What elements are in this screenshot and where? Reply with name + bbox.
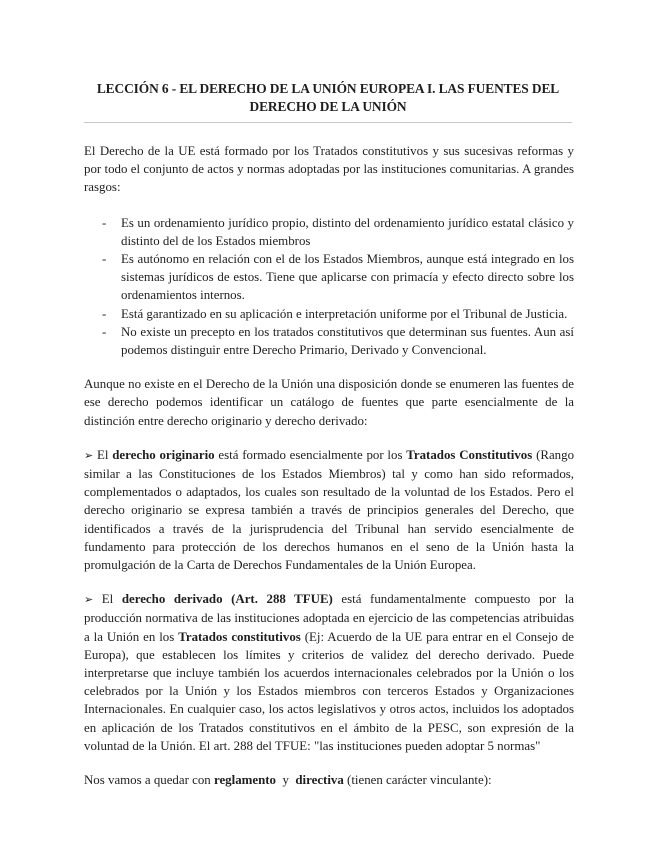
title-divider: [84, 122, 572, 123]
final-paragraph: [84, 771, 574, 789]
bullet-dash: -: [102, 306, 107, 321]
list-item-text: Es autónomo en relación con el de los Estados Miembros, aunque está integrado en los sistemas jurídicos de estos. Tiene que aplicarse con primacía y efecto directo sobre los ordenamientos internos.: [121, 252, 574, 303]
text-run: (Rango similar a las Constituciones de los Estados Miembros) tal y como han sido reformados, complementados o adaptados, los cuales son resultado de la voluntad de los Estados. Pero el derecho originario se expresa también a través de principios generales del Derecho, que identificados a través de la jurisprudencia del Tribunal han servido esencialmente de fundamento para protección de los derechos humanos en el seno de la Unión hasta la promulgación de la Carta de Derechos Fundamentales de la Unión Europea.: [84, 447, 575, 573]
list-item-text: Está garantizado en su aplicación e interpretación uniforme por el Tribunal de Justicia.: [121, 306, 568, 321]
text-run: Nos vamos a quedar con: [84, 773, 214, 788]
text-run: (Ej: Acuerdo de la UE para entrar en el Consejo de Europa), que establecen los límites y criterios de validez del derecho derivado. Puede interpretarse que incluye también los acuerdos internacionales celebrados por la Unión o los celebrados por la Unión y los Estados miembros con terceros Estados y Organizaciones Internacionales. En cualquier caso, los actos legislativos y otros actos, incluidos los adoptados en aplicación de los Tratados constitutivos en el ámbito de la PESC, son expresión de la voluntad de la Unión. El art. 288 del TFUE: "las instituciones pueden adoptar 5 normas": [84, 629, 574, 753]
document-body: [84, 142, 574, 789]
list-item-text: No existe un precepto en los tratados constitutivos que determinan sus fuentes. Aun así podemos distinguir entre Derecho Primario, Derivado y Convencional.: [121, 324, 574, 358]
arrow-bullet-icon: ➢: [84, 448, 94, 462]
term-tratados-constitutivos: Tratados constitutivos: [178, 629, 301, 644]
text-run: está formado esencialmente por los: [214, 447, 407, 462]
features-list: [84, 214, 574, 360]
text-run: (tienen carácter vinculante):: [343, 773, 492, 788]
derivado-paragraph: [84, 590, 574, 755]
list-item: [84, 214, 574, 250]
list-item: [84, 323, 574, 359]
text-run: y: [276, 773, 296, 788]
sources-intro-paragraph: Aunque no existe en el Derecho de la Unión una disposición donde se enumeren las fuentes de ese derecho podemos identificar un catálogo de fuentes que parte esencialmente de la distinción entre derecho originario y derecho derivado:: [84, 377, 574, 428]
page-title: [84, 80, 572, 116]
text-run: El: [93, 447, 113, 462]
list-item: [84, 250, 574, 305]
list-item-text: Es un ordenamiento jurídico propio, distinto del ordenamiento jurídico estatal clásico y distinto del de los Estados miembros: [121, 215, 574, 248]
text-run: El: [93, 592, 122, 607]
term-tratados-constitutivos: Tratados Constitutivos: [406, 447, 533, 462]
term-directiva: directiva: [295, 773, 344, 788]
intro-paragraph: El Derecho de la UE está formado por los Tratados constitutivos y sus sucesivas reformas y por todo el conjunto de actos y normas adoptadas por las instituciones comunitarias. A grandes rasgos:: [84, 144, 574, 195]
term-reglamento: reglamento: [213, 773, 277, 788]
term-derecho-originario: derecho originario: [112, 447, 215, 462]
term-derecho-derivado: derecho derivado (Art. 288 TFUE): [121, 592, 333, 607]
list-item: [84, 305, 574, 323]
arrow-bullet-icon: ➢: [84, 593, 94, 607]
bullet-dash: -: [102, 215, 107, 230]
text-run: está fundamentalmente compuesto por la producción normativa de las instituciones adoptada en ejercicio de las competencias atribuidas a la Unión en los: [84, 592, 575, 644]
title-line-2: DERECHO DE LA UNIÓN: [249, 99, 407, 114]
bullet-dash: -: [102, 324, 107, 339]
bullet-dash: -: [102, 252, 107, 267]
originario-paragraph: [84, 446, 574, 574]
title-line-1: LECCIÓN 6 - EL DERECHO DE LA UNIÓN EUROPEA I. LAS FUENTES DEL: [96, 81, 560, 96]
